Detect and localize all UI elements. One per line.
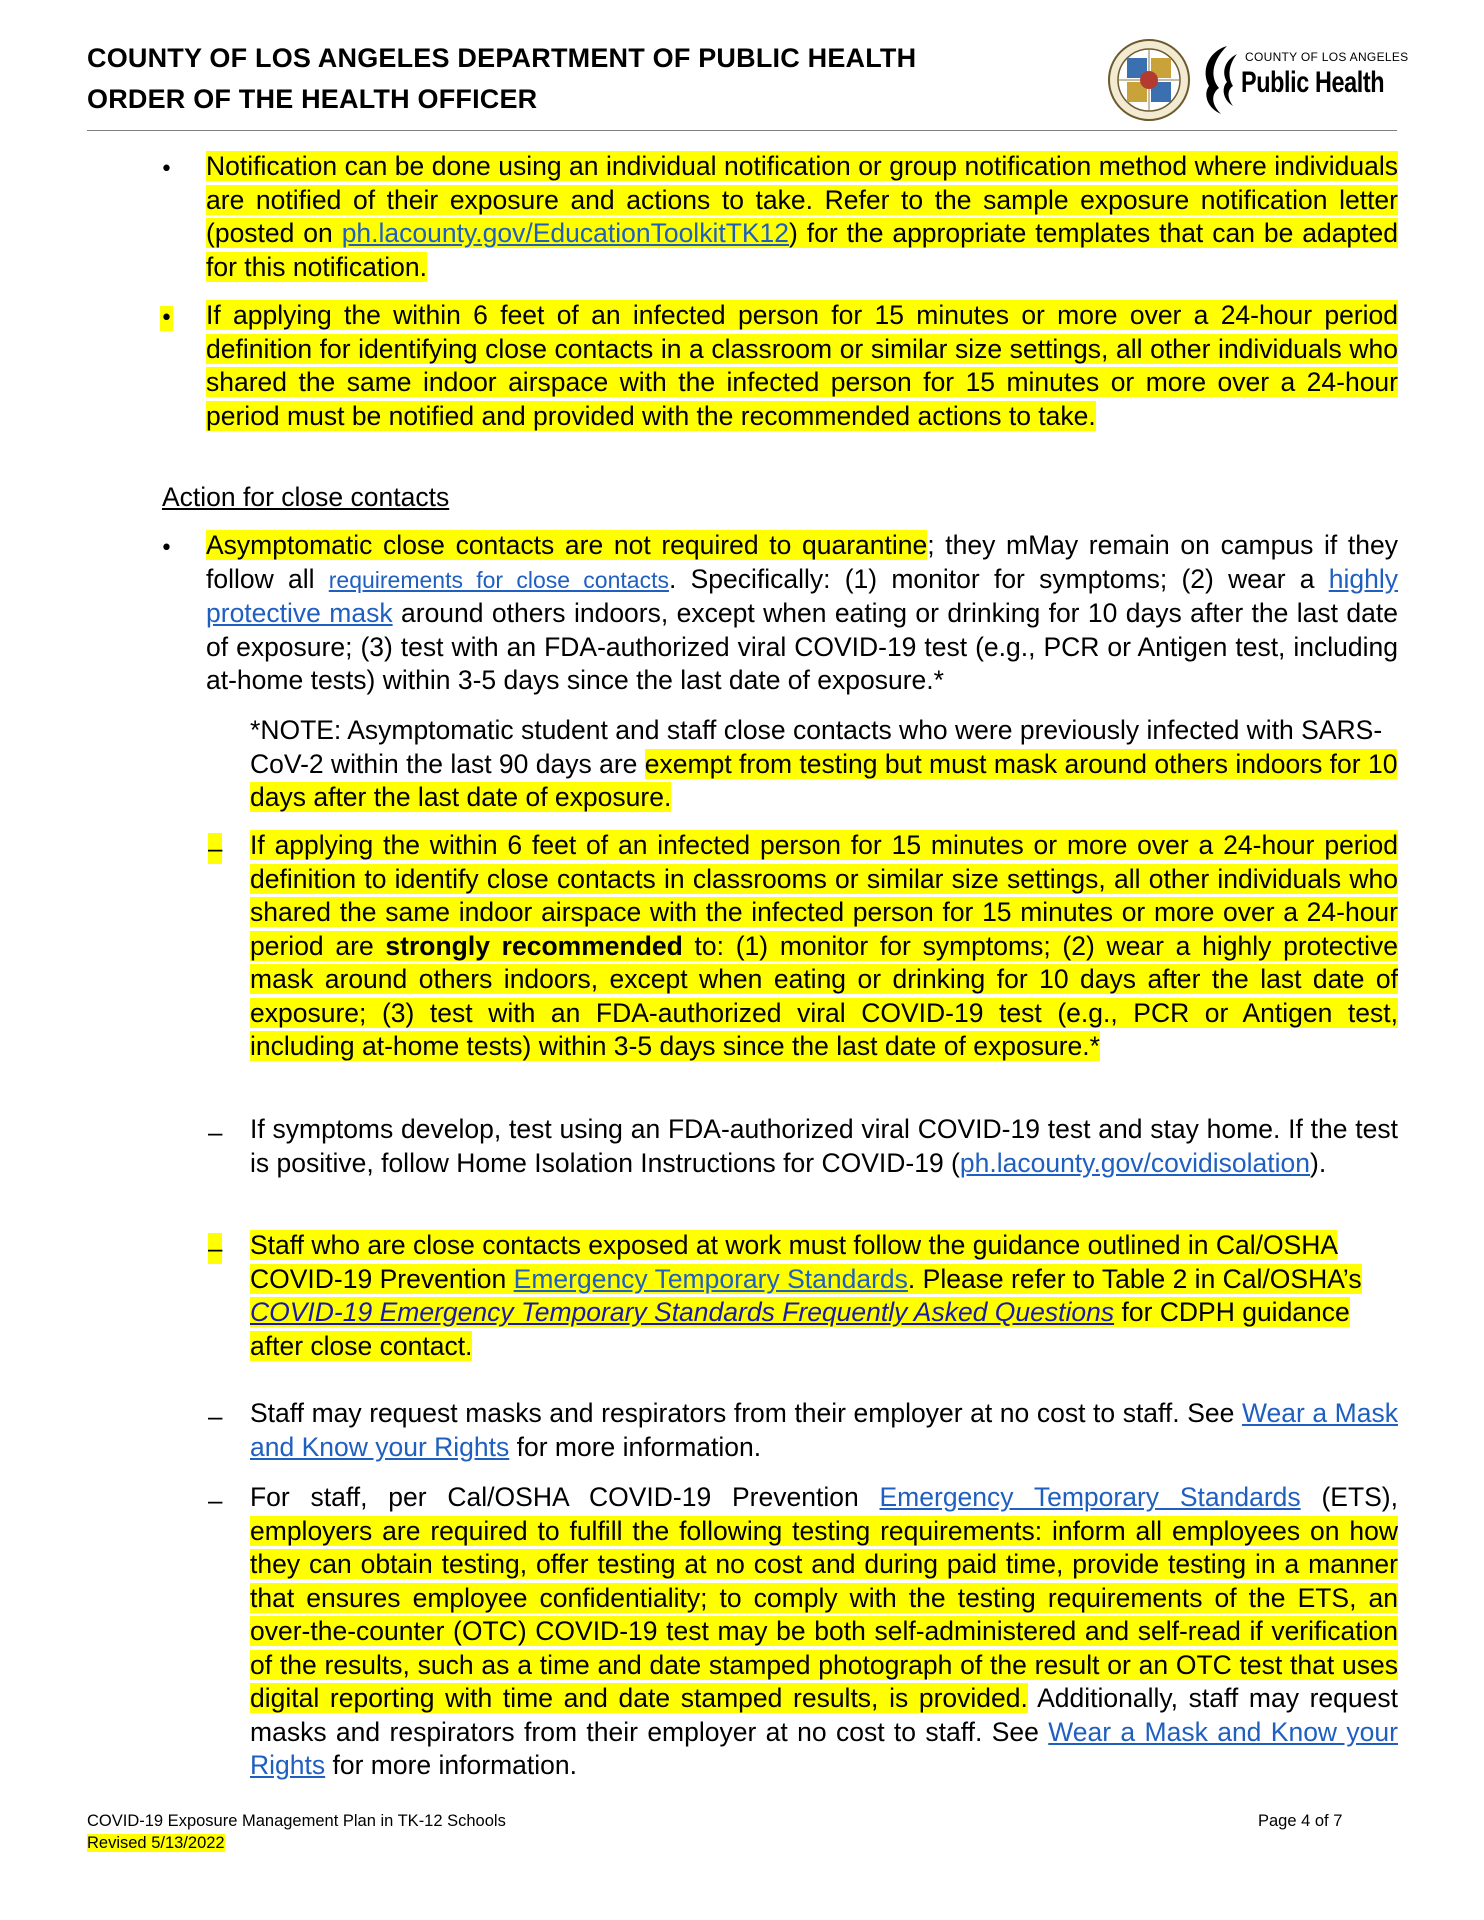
dash1-text-a: If applying the within 6 feet of an infected person for 15 minutes or more over a 24-hour period definition to identify close contacts in classrooms or similar size settings, all other individuals who shared the same indoor airspace with the infected person for 15 minutes or more over a 24-hour period are xyxy=(250,830,1398,961)
note-highlight: exempt from testing but must mask around others indoors for 10 days after the last date of exposure. xyxy=(250,748,1398,812)
bullet-marker: • xyxy=(160,536,173,561)
bullet3-text-b: . Specifically: (1) monitor for symptoms; (2) wear a xyxy=(668,563,1329,594)
public-health-logo xyxy=(1197,42,1409,118)
header-title-line2: ORDER OF THE HEALTH OFFICER xyxy=(87,84,538,114)
dash5-text-c: Additionally, staff may request masks and respirators from their employer at no cost to staff. See xyxy=(250,1683,1398,1747)
ets-faq-link[interactable]: COVID-19 Emergency Temporary Standards Frequently Asked Questions xyxy=(250,1297,1115,1327)
note-text: *NOTE: Asymptomatic student and staff close contacts who were previously infected with SARS-CoV-2 within the last 90 days are xyxy=(250,715,1383,779)
close-contacts-requirements-link[interactable]: requirements for close contacts xyxy=(328,566,669,593)
dash5-text-b: (ETS), xyxy=(1300,1482,1398,1512)
note-previously-infected xyxy=(250,714,1398,815)
dash2-text-a: If symptoms develop, test using an FDA-authorized viral COVID-19 test and stay home. If the test is positive, follow Home Isolation Instructions for COVID-19 ( xyxy=(250,1114,1398,1178)
page-header xyxy=(87,38,1409,131)
bullet-asymptomatic xyxy=(206,529,1398,698)
ets-link-2[interactable]: Emergency Temporary Standards xyxy=(879,1482,1301,1512)
education-toolkit-link[interactable]: ph.lacounty.gov/EducationToolkitTK12 xyxy=(341,218,790,248)
dash4-text-a: Staff may request masks and respirators from their employer at no cost to staff. See xyxy=(250,1398,1242,1428)
logo-county-text: COUNTY OF LOS ANGELES xyxy=(1245,50,1409,64)
dash5-text-a: For staff, per Cal/OSHA COVID-19 Prevention xyxy=(250,1482,880,1512)
dash-staff-testing xyxy=(250,1481,1398,1783)
logo-public-health-text: Public Health xyxy=(1241,66,1385,99)
bullet2-text: If applying the within 6 feet of an infected person for 15 minutes or more over a 24-hour period definition for identifying close contacts in a classroom or similar size settings, all other individuals who shared the same indoor airspace with the infected person for 15 minutes or more over a 24-hour period must be notified and provided with the recommended actions to take. xyxy=(206,300,1398,431)
section-heading: Action for close contacts xyxy=(162,482,450,512)
footer-doc-title: COVID-19 Exposure Management Plan in TK-12 Schools xyxy=(87,1812,506,1830)
footer-page-number: Page 4 of 7 xyxy=(1258,1812,1343,1830)
dash3-text-b: . Please refer to Table 2 in Cal/OSHA’s xyxy=(907,1263,1362,1294)
bullet3-text-c: around others indoors, except when eating or drinking for 10 days after the last date of exposure; (3) test with an FDA-authorized viral COVID-19 test (e.g., PCR or Antigen test, including at-home tests) within 3-5 days since the last date of exposure.* xyxy=(206,598,1398,695)
dash-marker: – xyxy=(208,1233,223,1263)
bullet-notification xyxy=(206,150,1398,284)
bullet3-highlight: Asymptomatic close contacts are not required to quarantine xyxy=(206,530,928,560)
dash3-text-a: Staff who are close contacts exposed at work must follow the guidance outlined in Cal/OSHA COVID-19 Prevention xyxy=(250,1230,1337,1294)
bullet3-text-a: ; they mMay remain on campus if they follow all xyxy=(206,530,1398,594)
ets-link[interactable]: Emergency Temporary Standards xyxy=(513,1263,908,1294)
dash-staff-masks xyxy=(250,1397,1398,1464)
bullet1-text-a: Notification can be done using an individual notification or group notification method where individuals are notified of their exposure and actions to take. Refer to the sample exposure notification letter (posted on xyxy=(206,151,1398,248)
dash2-text-b: ). xyxy=(1310,1147,1327,1178)
bullet-marker: • xyxy=(160,306,173,331)
wear-mask-rights-link[interactable]: Wear a Mask and Know your Rights xyxy=(250,1398,1398,1462)
dash4-text-b: for more information. xyxy=(509,1431,762,1462)
dash-strongly-recommended xyxy=(250,829,1398,1064)
dash5-highlight: employers are required to fulfill the following testing requirements: inform all employees on how they can obtain testing, offer testing at no cost and during paid time, provide testing in a manner that ensures employee confidentiality; to comply with the testing requirements of the ETS, an over-the-counter (OTC) COVID-19 test may be both self-administered and self-read if verification of the results, such as a time and date stamped photograph of the result or an OTC test that uses digital reporting with time and date stamped results, is provided. xyxy=(250,1515,1398,1713)
dash5-text-d: for more information. xyxy=(325,1750,577,1780)
dash1-text-b: to: (1) monitor for symptoms; (2) wear a highly protective mask around others indoors, except when eating or drinking for 10 days after the last date of exposure; (3) test with an FDA-authorized viral COVID-19 test (e.g., PCR or Antigen test, including at-home tests) within 3-5 days since the last date of exposure.* xyxy=(250,930,1398,1061)
bullet-classroom-definition xyxy=(206,299,1398,433)
header-title-line1: COUNTY OF LOS ANGELES DEPARTMENT OF PUBLIC HEALTH xyxy=(87,43,917,73)
covid-isolation-link[interactable]: ph.lacounty.gov/covidisolation xyxy=(959,1147,1310,1178)
public-health-mark-icon xyxy=(1197,42,1245,118)
footer-revised-date: Revised 5/13/2022 xyxy=(87,1834,225,1852)
dash-staff-close-contacts xyxy=(250,1229,1398,1363)
bullet1-text-b: ) for the appropriate templates that can be adapted for this notification. xyxy=(206,218,1399,282)
protective-mask-link[interactable]: highly protective mask xyxy=(206,563,1398,628)
bullet-marker: • xyxy=(160,157,173,182)
dash1-bold: strongly recommended xyxy=(385,930,683,961)
dash-marker: – xyxy=(208,1401,223,1431)
dash-marker: – xyxy=(208,833,223,863)
dash-marker: – xyxy=(208,1117,223,1147)
dash-symptoms-develop xyxy=(250,1113,1398,1180)
dash3-text-c: for CDPH guidance after close contact. xyxy=(250,1297,1350,1361)
wear-mask-rights-link-2[interactable]: Wear a Mask and Know your Rights xyxy=(250,1716,1398,1780)
page-footer xyxy=(87,1810,506,1854)
county-seal-icon xyxy=(1107,38,1191,122)
dash-marker: – xyxy=(208,1485,223,1515)
